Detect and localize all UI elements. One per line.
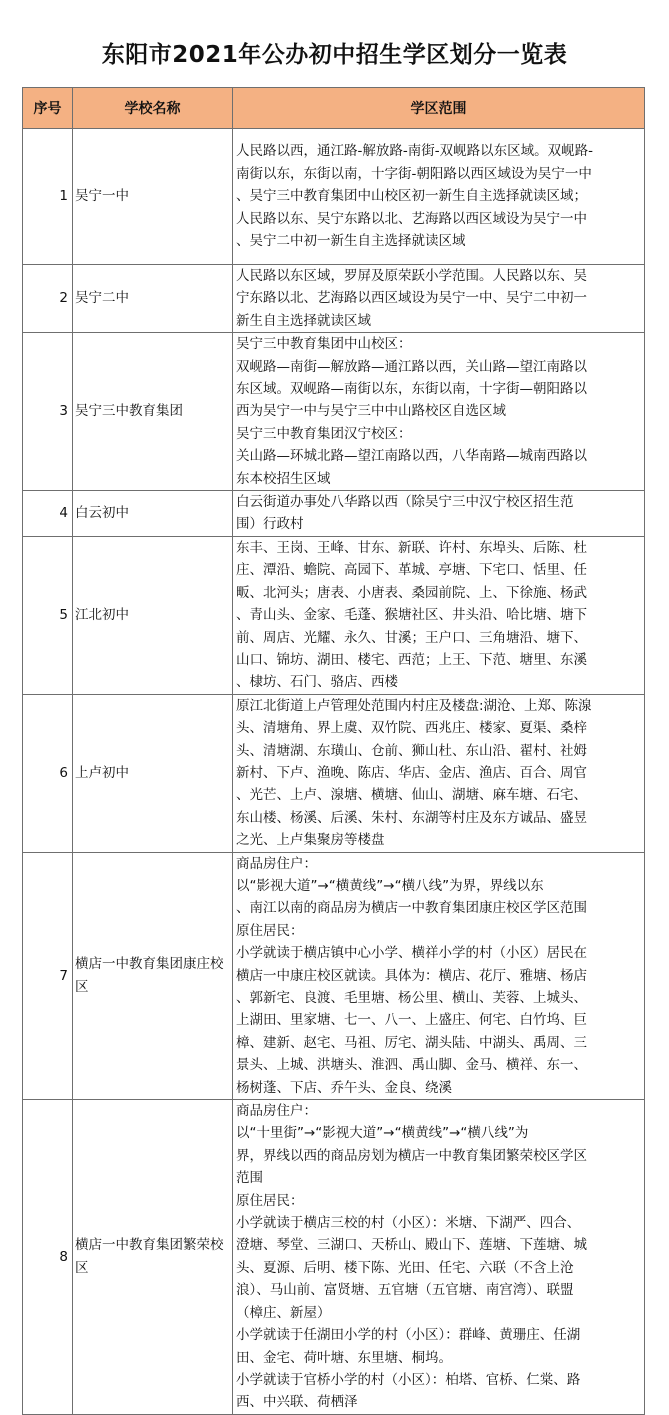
header-district-range: 学区范围 [233,88,645,129]
table-row [23,852,645,1099]
district-range [233,333,645,491]
district-range-line: 人民路以西，通江路-解放路-南街-双岘路以东区域。双岘路- [236,143,593,160]
district-range-line: 原住居民： [236,922,304,939]
district-range-line: 横店一中康庄校区就读。具体为：横店、花厅、雅塘、杨店 [236,967,587,984]
district-range-line: 山口、锦坊、湖田、楼宅、西范；上王、下范、塘里、东溪 [236,651,587,668]
district-range [233,852,645,1099]
district-range-line: 人民路以东、吴宁东路以北、艺海路以西区域设为吴宁一中 [236,210,587,227]
district-range-line: 、光芒、上卢、湶塘、横塘、仙山、湖塘、麻车塘、石宅、 [236,787,587,804]
district-range-line: 界，界线以西的商品房划为横店一中教育集团繁荣校区学区 [236,1147,587,1164]
district-range-line: 东丰、王岗、王峰、甘东、新联、许村、东埠头、后陈、杜 [236,539,587,556]
district-range-line: 围）行政村 [236,516,304,533]
district-range-line: 以“影视大道”→“横黄线”→“横八线”为界，界线以东 [236,877,544,894]
district-range-line: 杨树蓬、下店、乔午头、金良、绕溪 [236,1079,452,1096]
district-range-line: 头、夏源、后明、楼下陈、光田、任宅、六联（不含上沧 [236,1259,574,1276]
header-no: 序号 [23,88,73,129]
district-range-line: 景头、上城、洪塘头、淮泗、禹山脚、金马、横祥、东一、 [236,1057,587,1074]
district-range-line: 头、清塘角、界上虞、双竹院、西兆庄、楼家、夏渠、桑梓 [236,720,587,737]
row-number: 7 [23,852,73,1099]
table-row [23,265,645,333]
table-header-row [23,88,645,129]
district-range-line: 、吴宁二中初一新生自主选择就读区域 [236,233,466,250]
school-name: 白云初中 [73,491,233,537]
district-range-line: 田、金宅、荷叶塘、东里塘、桐坞。 [236,1349,452,1366]
school-name: 吴宁一中 [73,129,233,265]
district-range-line: 小学就读于横店三校的村（小区）：米塘、下湖严、四合、 [236,1215,581,1232]
row-number: 4 [23,491,73,537]
table-row [23,129,645,265]
district-range-line: 小学就读于官桥小学的村（小区）：柏塔、官桥、仁棠、路 [236,1371,581,1388]
district-range-line: 人民路以东区域，罗屏及原荣跃小学范围。人民路以东、吴 [236,268,587,284]
district-range-line: 之光、上卢集聚房等楼盘 [236,832,385,849]
school-name: 江北初中 [73,536,233,694]
district-range-line: 吴宁三中教育集团汉宁校区： [236,425,412,442]
district-range-line: 浪）、马山前、富贤塘、五官塘（五官塘、南宫湾）、联盟 [236,1282,574,1299]
district-range-line: 西为吴宁一中与吴宁三中中山路校区自选区域 [236,403,506,420]
table-row [23,1100,645,1415]
district-range-line: 以“十里街”→“影视大道”→“横黄线”→“横八线”为 [236,1125,529,1142]
district-range-line: 原江北街道上卢管理处范围内村庄及楼盘:湖沧、上郑、陈湶 [236,697,592,714]
table-body [23,129,645,1415]
district-range-line: 上湖田、里家塘、七一、八一、上盛庄、何宅、白竹坞、巨 [236,1012,587,1029]
district-range-line: 吴宁三中教育集团中山校区： [236,336,412,353]
district-range-line: 、棣坊、石门、骆店、西楼 [236,674,398,691]
district-range [233,694,645,852]
district-range [233,129,645,265]
district-range-line: 、青山头、金家、毛蓬、猴塘社区、井头沿、哈比塘、塘下 [236,607,587,624]
district-range-line: 双岘路—南街—解放路—通江路以西，关山路—望江南路以 [236,358,587,375]
table-row [23,694,645,852]
district-range-line: 小学就读于任湖田小学的村（小区）：群峰、黄珊庄、任湖 [236,1327,581,1344]
district-range [233,491,645,537]
row-number: 2 [23,265,73,333]
district-range-line: 、南江以南的商品房为横店一中教育集团康庄校区学区范围 [236,900,587,917]
school-name: 吴宁三中教育集团 [73,333,233,491]
district-range-line: 新村、下卢、渔晚、陈店、华店、金店、渔店、百合、周官 [236,764,587,781]
school-name: 横店一中教育集团康庄校区 [73,852,233,1099]
district-range-line: 樟、建新、赵宅、马祖、厉宅、湖头陆、中湖头、禹周、三 [236,1034,587,1051]
district-range [233,536,645,694]
district-range-line: 原住居民： [236,1192,304,1209]
district-range-line: 白云街道办事处八华路以西（除吴宁三中汉宁校区招生范 [236,494,574,511]
district-range-line: 东本校招生区域 [236,470,331,487]
district-range-line: 、郭新宅、良渡、毛里塘、杨公里、横山、芙蓉、上城头、 [236,990,587,1006]
district-range-line: 前、周店、光耀、永久、甘溪；王户口、三角塘沿、塘下、 [236,629,587,646]
row-number: 5 [23,536,73,694]
district-range-line: 东区域。双岘路—南街以东，东街以南，十字街—朝阳路以 [236,381,587,398]
district-range-line: 畈、北河头；唐表、小唐表、桑园前院、上、下徐施、杨武 [236,584,587,601]
school-name: 吴宁二中 [73,265,233,333]
district-range-line: 西、中兴联、荷栖泽 [236,1394,358,1411]
row-number: 6 [23,694,73,852]
district-range-line: 南街以东，东街以南，十字街-朝阳路以西区域设为吴宁一中 [236,165,592,182]
district-range [233,1100,645,1415]
row-number: 8 [23,1100,73,1415]
district-range-line: 商品房住户： [236,855,317,872]
table-row [23,491,645,537]
school-name: 横店一中教育集团繁荣校区 [73,1100,233,1415]
header-school-name: 学校名称 [73,88,233,129]
district-range [233,265,645,333]
table-row [23,536,645,694]
page-title: 东阳市2021年公办初中招生学区划分一览表 [101,42,568,68]
district-range-line: 关山路—环城北路—望江南路以西，八华南路—城南西路以 [236,448,587,465]
district-range-line: 宁东路以北、艺海路以西区域设为吴宁一中、吴宁二中初一 [236,290,587,307]
table-row [23,333,645,491]
district-range-line: 庄、潭沿、蟾院、高园下、革城、亭塘、下宅口、恬里、任 [236,562,587,579]
district-range-line: 、吴宁三中教育集团中山校区初一新生自主选择就读区域； [236,188,587,205]
row-number: 1 [23,129,73,265]
district-range-line: 范围 [236,1170,263,1187]
row-number: 3 [23,333,73,491]
school-name: 上卢初中 [73,694,233,852]
district-range-line: 澄塘、琴堂、三湖口、天桥山、殿山下、莲塘、下莲塘、城 [236,1237,587,1254]
district-range-line: 东山楼、杨溪、后溪、朱村、东湖等村庄及东方诚品、盛昱 [236,809,587,826]
district-range-line: 新生自主选择就读区域 [236,312,371,329]
district-range-line: （樟庄、新屋） [236,1304,331,1321]
district-range-line: 头、清塘湖、东璜山、仓前、狮山杜、东山沿、翟村、社姆 [236,742,587,759]
school-district-table [22,87,645,1415]
district-range-line: 小学就读于横店镇中心小学、横祥小学的村（小区）居民在 [236,945,587,962]
district-range-line: 商品房住户： [236,1103,317,1120]
